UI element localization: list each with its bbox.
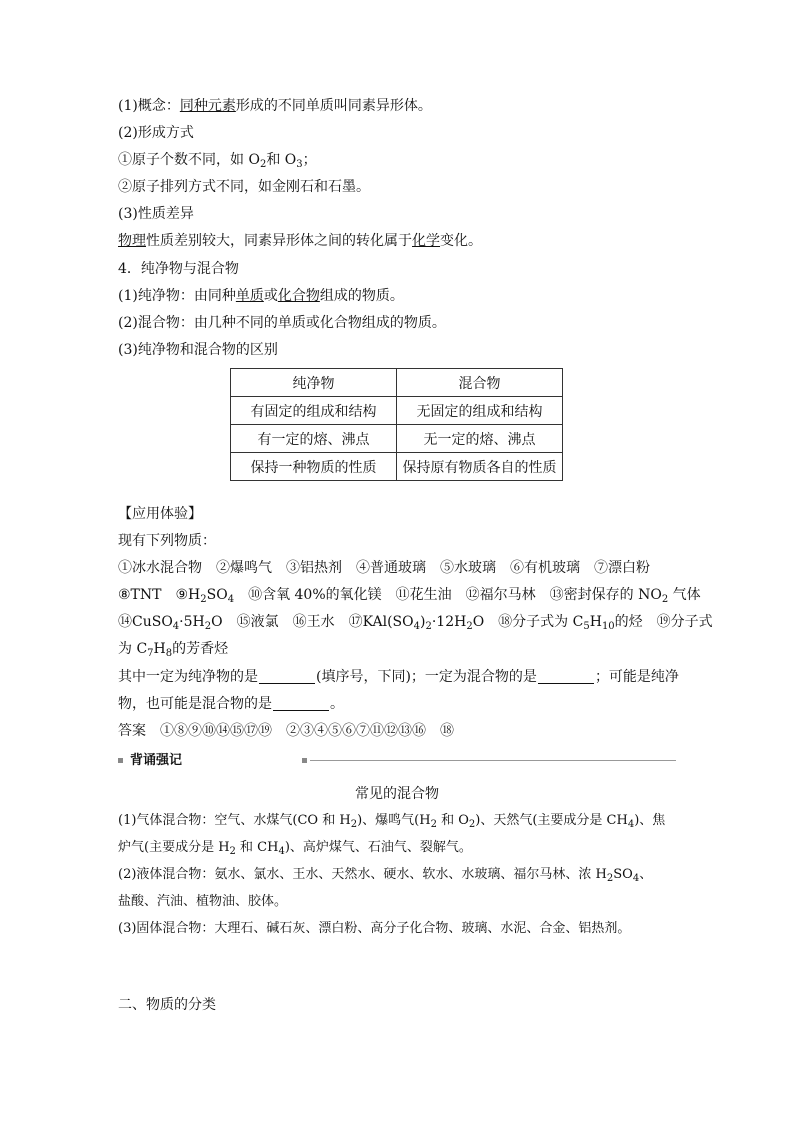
memo-liquid-2: 盐酸、汽油、植物油、胶体。 bbox=[118, 894, 288, 909]
apply-title: 【应用体验】 bbox=[118, 506, 202, 522]
answer-line: 答案 ①⑧⑨⑩⑭⑮⑰⑲ ②③④⑤⑥⑦⑪⑫⑬⑯ ⑱ bbox=[118, 723, 454, 739]
substance-row-1: ①冰水混合物 ②爆鸣气 ③铝热剂 ④普通玻璃 ⑤水玻璃 ⑥有机玻璃 ⑦漂白粉 bbox=[118, 560, 650, 576]
concept-line: (1)概念：同种元素形成的不同单质叫同素异形体。 bbox=[118, 98, 432, 114]
substance-row-2: ⑧TNT $⑨H_2SO_4$ ⑩含氧 40%的氧化镁 ⑪花生油 ⑫福尔马林 ⑬密封保存的 $NO_2$ 气体 bbox=[118, 587, 701, 605]
table-row bbox=[231, 369, 563, 397]
mixture-definition: (2)混合物：由几种不同的单质或化合物组成的物质。 bbox=[118, 315, 446, 331]
table-cell: 有固定的组成和结构 bbox=[231, 397, 397, 425]
memo-liquid-1: (2)液体混合物：氨水、氯水、王水、天然水、硬水、软水、水玻璃、福尔马林、浓 $H_2SO_4$、 bbox=[118, 867, 653, 884]
table-cell: 无固定的组成和结构 bbox=[397, 397, 563, 425]
table-row bbox=[231, 397, 563, 425]
section-2-heading: 二、物质的分类 bbox=[118, 997, 216, 1013]
table-cell: 混合物 bbox=[397, 369, 563, 397]
bullet-square bbox=[118, 758, 123, 763]
question-line-2: 物，也可能是混合物的是 。 bbox=[118, 696, 344, 712]
memo-bar bbox=[118, 751, 676, 771]
substance-row-4: 为 $C_7H_8$的芳香烃 bbox=[118, 641, 229, 659]
table-cell: 保持原有物质各自的性质 bbox=[397, 453, 563, 481]
apply-intro: 现有下列物质： bbox=[118, 533, 216, 549]
memo-bar-title: 背诵强记 bbox=[130, 753, 183, 768]
memo-gas-2: 炉气(主要成分是 $H_2$ 和 $CH_4$)、高炉煤气、石油气、裂解气。 bbox=[118, 840, 472, 857]
formation-item-1: ①原子个数不同，如 $O_2$和 $O_3$； bbox=[118, 152, 317, 170]
formation-item-2: ②原子排列方式不同，如金刚石和石墨。 bbox=[118, 179, 370, 195]
divider bbox=[310, 760, 676, 761]
table-cell: 有一定的熔、沸点 bbox=[231, 425, 397, 453]
question-line-1: 其中一定为纯净物的是 (填序号，下同)；一定为混合物的是 ；可能是纯净 bbox=[118, 669, 679, 685]
bullet-square bbox=[302, 758, 307, 763]
comparison-table bbox=[230, 368, 563, 481]
table-cell: 无一定的熔、沸点 bbox=[397, 425, 563, 453]
formation-heading: (2)形成方式 bbox=[118, 125, 194, 141]
answer-blank bbox=[273, 696, 329, 711]
diff-line: 物理性质差别较大，同素异形体之间的转化属于化学变化。 bbox=[118, 233, 482, 249]
table-row bbox=[231, 453, 563, 481]
difference-heading: (3)纯净物和混合物的区别 bbox=[118, 342, 278, 358]
table-cell: 纯净物 bbox=[231, 369, 397, 397]
table-cell: 保持一种物质的性质 bbox=[231, 453, 397, 481]
section-4-heading: 4．纯净物与混合物 bbox=[118, 261, 239, 277]
answer-blank bbox=[538, 669, 594, 684]
answer-blank bbox=[259, 669, 315, 684]
memo-title: 常见的混合物 bbox=[355, 786, 439, 802]
memo-gas-1: (1)气体混合物：空气、水煤气(CO 和 $H_2$)、爆鸣气($H_2$ 和 $O_2$)、天然气(主要成分是 $CH_4$)、焦 bbox=[118, 813, 666, 830]
pure-definition: (1)纯净物：由同种单质或化合物组成的物质。 bbox=[118, 288, 404, 304]
table-row bbox=[231, 425, 563, 453]
memo-solid: (3)固体混合物：大理石、碱石灰、漂白粉、高分子化合物、玻璃、水泥、合金、铝热剂。 bbox=[118, 921, 631, 936]
diff-heading: (3)性质差异 bbox=[118, 206, 194, 222]
substance-row-3: $⑭CuSO_4\cdot 5H_2O$ ⑮液氯 ⑯王水 $⑰KAl(SO_4)_2\cdot 12H_2O$ ⑱分子式为 $C_5H_{10}$的烃 ⑲分子式 bbox=[118, 614, 713, 632]
